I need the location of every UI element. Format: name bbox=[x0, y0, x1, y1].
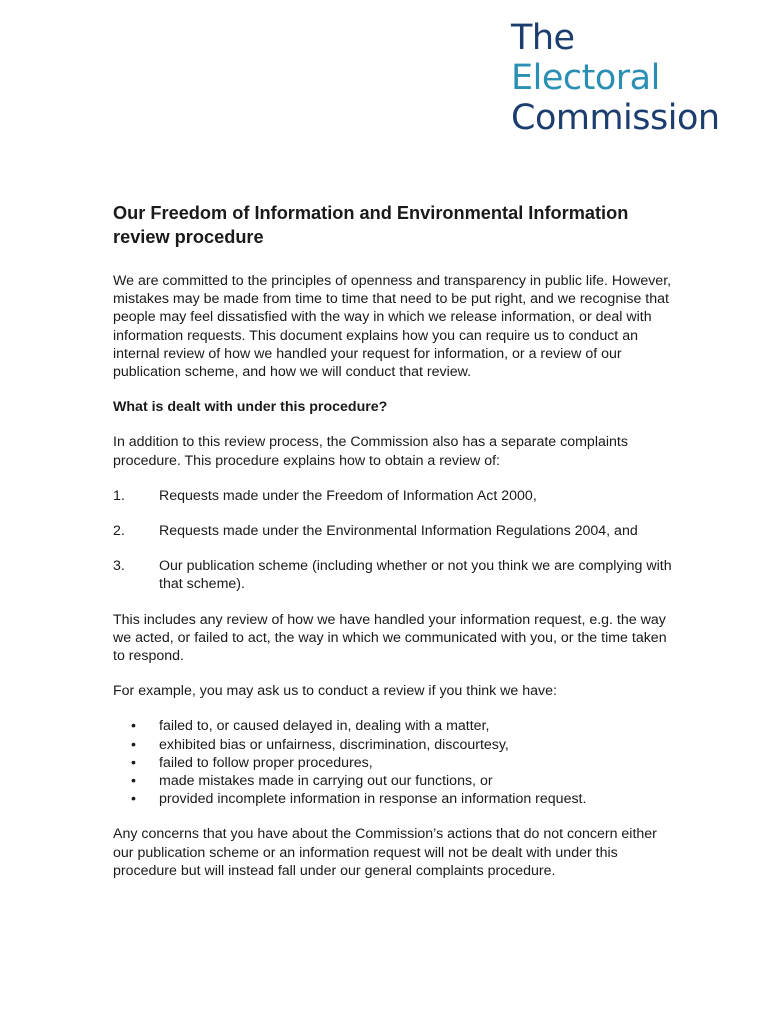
bullet-list bbox=[113, 717, 673, 808]
bullet-text: failed to follow proper procedures, bbox=[159, 754, 373, 771]
numbered-list bbox=[113, 487, 673, 594]
item-text: Requests made under the Freedom of Information Act 2000, bbox=[159, 487, 537, 504]
numbered-item bbox=[113, 522, 673, 540]
logo-line-the: The bbox=[511, 18, 575, 58]
intro-paragraph: We are committed to the principles of openness and transparency in public life. However, mistakes may be made from time to time that need to be put right, and we recognise that people may feel dissatisfied with the way in which we release information, or deal with information requests. This document explains how you can require us to conduct an internal review of how we handled your request for information, or a review of our publication scheme, and how we will conduct that review. bbox=[113, 273, 672, 381]
section-heading: What is dealt with under this procedure? bbox=[113, 399, 388, 416]
bullet-icon: • bbox=[131, 773, 136, 790]
bullet-icon: • bbox=[131, 718, 136, 735]
bullet-text: exhibited bias or unfairness, discrimination, discourtesy, bbox=[159, 736, 509, 753]
bullet-item bbox=[113, 772, 673, 790]
bullet-text: failed to, or caused delayed in, dealing with a matter, bbox=[159, 718, 490, 735]
logo-line-electoral: Electoral bbox=[511, 58, 660, 98]
numbered-item bbox=[113, 557, 673, 593]
includes-paragraph: This includes any review of how we have handled your information request, e.g. the way we acted, or failed to act, the way in which we communicated with you, or the time taken to respond. bbox=[113, 611, 667, 665]
bullet-text: provided incomplete information in response an information request. bbox=[159, 791, 587, 808]
item-text: Our publication scheme (including whether or not you think we are complying with that scheme). bbox=[159, 558, 672, 593]
item-number: 1. bbox=[113, 487, 125, 504]
bullet-icon: • bbox=[131, 754, 136, 771]
section-intro-paragraph: In addition to this review process, the Commission also has a separate complaints procedure. This procedure explains how to obtain a review of: bbox=[113, 434, 628, 469]
bullet-icon: • bbox=[131, 736, 136, 753]
item-number: 3. bbox=[113, 558, 125, 575]
example-paragraph: For example, you may ask us to conduct a review if you think we have: bbox=[113, 683, 557, 700]
document-body bbox=[113, 202, 673, 897]
bullet-icon: • bbox=[131, 791, 136, 808]
bullet-item bbox=[113, 754, 673, 772]
bullet-text: made mistakes made in carrying out our functions, or bbox=[159, 773, 493, 790]
closing-paragraph: Any concerns that you have about the Commission’s actions that do not concern either our publication scheme or an information request will not be dealt with under this procedure but will instead fall under our general complaints procedure. bbox=[113, 826, 657, 879]
bullet-item bbox=[113, 736, 673, 754]
item-text: Requests made under the Environmental Information Regulations 2004, and bbox=[159, 523, 638, 540]
electoral-commission-logo bbox=[511, 18, 720, 138]
bullet-item bbox=[113, 717, 673, 735]
numbered-item bbox=[113, 487, 673, 505]
item-number: 2. bbox=[113, 523, 125, 540]
document-title: Our Freedom of Information and Environmental Information review procedure bbox=[113, 203, 629, 247]
logo-line-commission: Commission bbox=[511, 98, 720, 138]
bullet-item bbox=[113, 790, 673, 808]
